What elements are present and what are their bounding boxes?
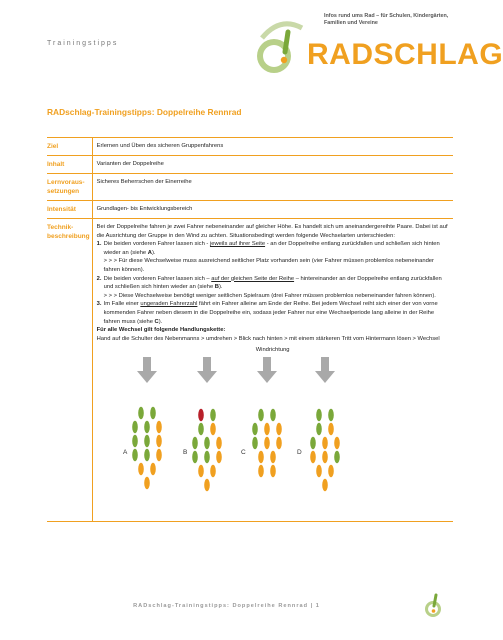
rider xyxy=(210,409,216,421)
rider xyxy=(216,451,222,463)
footer-logo-icon xyxy=(424,592,444,618)
rider xyxy=(192,451,198,463)
rider xyxy=(276,423,282,435)
list-item xyxy=(97,240,449,274)
rider xyxy=(316,409,322,421)
row-label: Technik-beschreibung xyxy=(47,219,92,522)
row-value: Erlernen und Üben des sicheren Gruppenfahrens xyxy=(92,138,453,156)
item-number: 2. xyxy=(96,275,102,282)
item-note: > > > Für diese Wechselweise muss ausreichend seitlicher Platz vorhanden sein (vier Fahrer müssen problemlos nebeneinander fahren können). xyxy=(103,258,434,273)
item-ref: A xyxy=(147,249,152,256)
rider xyxy=(216,437,222,449)
rider xyxy=(132,421,138,433)
rider xyxy=(192,437,198,449)
item-text: Die beiden vorderen Fahrer lassen sich – xyxy=(103,275,212,282)
rider xyxy=(276,437,282,449)
wind-arrow-head xyxy=(315,371,335,383)
row-value: Varianten der Doppelreihe xyxy=(92,156,453,174)
formation-diagram-svg xyxy=(97,355,449,515)
chain-text: Hand auf die Schulter des Nebenmanns > umdrehen > Blick nach hinten > mit einem stärkeren Tritt vom Hintermann lösen > Wechsel xyxy=(96,335,440,342)
rider xyxy=(198,423,204,435)
item-ref: B xyxy=(214,284,219,291)
radschlag-logo xyxy=(252,10,503,82)
rider xyxy=(270,465,276,477)
item-number: 1. xyxy=(96,241,102,248)
formation-label: B xyxy=(182,448,187,456)
row-value: Sicheres Beherrschen der Einerreihe xyxy=(92,174,453,201)
rider xyxy=(144,421,150,433)
chain-title: Für alle Wechsel gilt folgende Handlungskette: xyxy=(96,327,226,334)
technik-description xyxy=(92,219,453,522)
wind-arrow-shaft xyxy=(321,357,329,371)
rider xyxy=(334,451,340,463)
row-label: Ziel xyxy=(47,138,92,156)
rider xyxy=(132,435,138,447)
page-number: 1 xyxy=(315,603,320,609)
row-lernvoraussetzungen xyxy=(47,174,453,201)
item-underline: ungeraden Fahrerzahl xyxy=(140,301,198,308)
item-text: fährt ein Fahrer alleine am Ende der Reihe. Bei jedem Wechsel reiht sich einer der von vorne kommenden Fahrer neben diesem in die Doppelreihe ein, sodass jeder Fahrer nur eine Wechselperiode lang alleine in der Reihe fahren muss (siehe xyxy=(103,301,438,325)
rider xyxy=(310,437,316,449)
wind-direction-label: Windrichtung xyxy=(255,347,290,354)
footer-title: RADschlag-Trainingstipps: Doppelreihe Rennrad xyxy=(133,603,309,609)
rider xyxy=(204,437,210,449)
rider xyxy=(328,465,334,477)
page-footer xyxy=(0,603,453,609)
wind-arrow-head xyxy=(137,371,157,383)
footer-separator: | xyxy=(310,603,314,609)
row-value: Grundlagen- bis Entwicklungsbereich xyxy=(92,201,453,219)
item-text: Die beiden vorderen Fahrer lassen sich - xyxy=(103,241,210,248)
training-info-table xyxy=(47,137,453,522)
formation-label: A xyxy=(122,448,127,456)
formation-label: C xyxy=(240,448,246,456)
list-item xyxy=(97,275,449,301)
rider xyxy=(144,435,150,447)
rider xyxy=(310,451,316,463)
item-text: Im Falle einer xyxy=(103,301,141,308)
rider xyxy=(252,423,258,435)
rider xyxy=(270,409,276,421)
row-label: Lernvoraus-setzungen xyxy=(47,174,92,201)
rider xyxy=(328,423,334,435)
rider xyxy=(316,465,322,477)
item-text: - an der Doppelreihe entlang zurückfallen und schließen sich hinten wieder an (siehe xyxy=(103,241,440,256)
item-text: – hintereinander an der Doppelreihe entlang zurückfallen und schließen sich hinten wieder an (siehe xyxy=(103,275,442,291)
item-text: ). xyxy=(158,318,163,325)
rider xyxy=(150,463,156,475)
list-item xyxy=(97,300,449,326)
row-label: Intensität xyxy=(47,201,92,219)
rider xyxy=(138,407,144,419)
rider xyxy=(270,451,276,463)
wind-arrow-head xyxy=(257,371,277,383)
rider xyxy=(210,465,216,477)
row-ziel xyxy=(47,138,453,156)
rider xyxy=(322,437,328,449)
rider xyxy=(334,437,340,449)
rider xyxy=(156,435,162,447)
row-intensitaet xyxy=(47,201,453,219)
wind-arrow-shaft xyxy=(203,357,211,371)
logo-wordmark: RADSCHLAG xyxy=(307,38,503,71)
item-underline: auf der gleichen Seite der Reihe xyxy=(211,275,295,282)
bike-logo-icon xyxy=(252,16,314,80)
rider xyxy=(258,409,264,421)
logo-tagline: Infos rund ums Rad – für Schulen, Kindergärten, Familien und Vereine xyxy=(324,13,449,26)
rider xyxy=(316,423,322,435)
section-label: Trainingstipps xyxy=(47,40,119,47)
rider xyxy=(156,421,162,433)
rider xyxy=(156,449,162,461)
rider xyxy=(204,451,210,463)
rider xyxy=(204,479,210,491)
row-label: Inhalt xyxy=(47,156,92,174)
item-underline: jeweils auf ihrer Seite xyxy=(209,241,266,248)
item-text: ). xyxy=(218,284,223,291)
rider xyxy=(150,407,156,419)
wind-arrow-shaft xyxy=(143,357,151,371)
rider xyxy=(328,409,334,421)
row-technik xyxy=(47,219,453,522)
item-ref: C xyxy=(154,318,159,325)
rider xyxy=(252,437,258,449)
row-inhalt xyxy=(47,156,453,174)
wind-arrow-shaft xyxy=(263,357,271,371)
rider xyxy=(210,423,216,435)
formation-diagram xyxy=(97,355,449,517)
rider xyxy=(264,423,270,435)
wind-arrow-head xyxy=(197,371,217,383)
rider xyxy=(264,437,270,449)
rider xyxy=(258,465,264,477)
rider xyxy=(138,463,144,475)
document-title: RADschlag-Trainingstipps: Doppelreihe Rennrad xyxy=(47,107,242,117)
item-number: 3. xyxy=(96,301,102,308)
rider xyxy=(132,449,138,461)
item-text: ). xyxy=(151,249,156,256)
rider xyxy=(322,451,328,463)
rider xyxy=(258,451,264,463)
rider xyxy=(144,449,150,461)
rider xyxy=(322,479,328,491)
rider xyxy=(198,465,204,477)
technik-intro: Bei der Doppelreihe fahren je zwei Fahrer nebeneinander auf gleicher Höhe. Es handelt sich um aneinandergereihte Paare. Dabei ist auf die Ausrichtung der Gruppe in den Wind zu achten. Situationsbedingt werden folgende Wechselarten unterschieden: xyxy=(96,224,448,239)
item-note: > > > Diese Wechselweise benötigt weniger seitlichen Spielraum (drei Fahrer müssen problemlos nebeneinander fahren können). xyxy=(103,292,436,299)
rider xyxy=(198,409,204,421)
formation-label: D xyxy=(296,448,302,456)
rider xyxy=(144,477,150,489)
